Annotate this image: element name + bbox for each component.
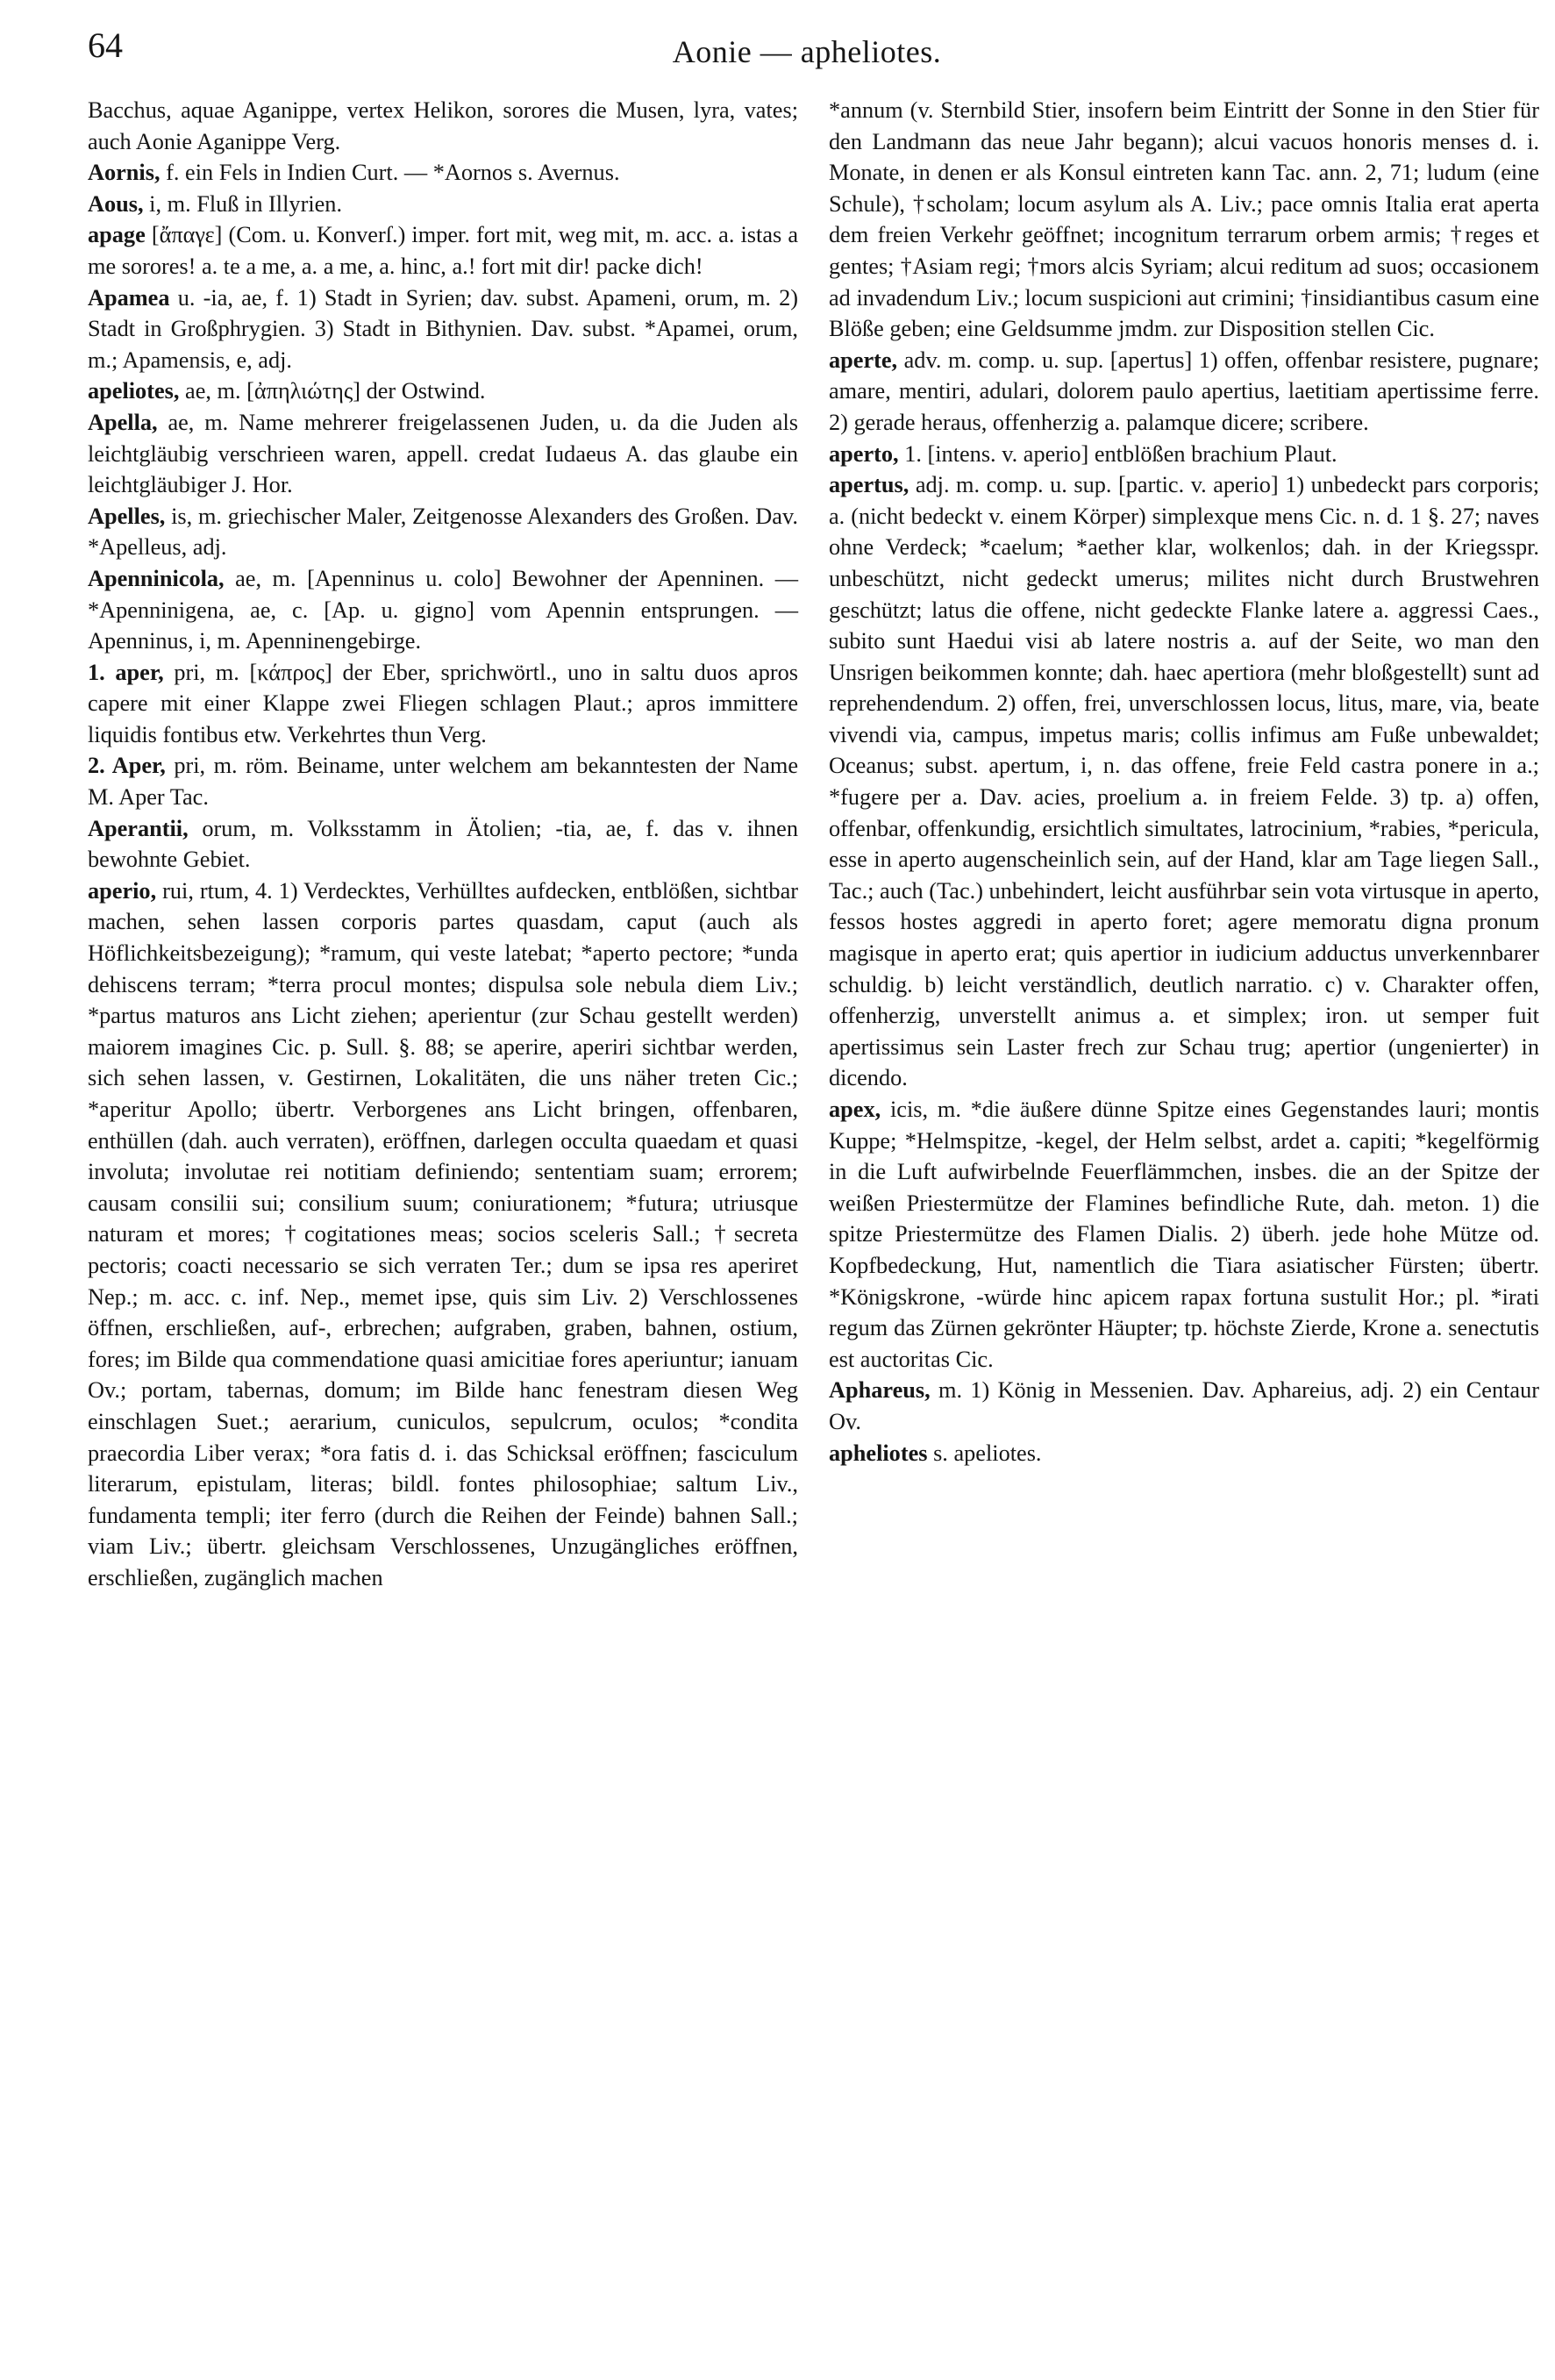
entry-apenninicola: Apenninicola, ae, m. [Apenninus u. colo] Bewohner der Apenninen. — *Apenninigena, ae, c. [Ap. u. gigno] vom Apennin entsprungen. — Apenninus, i, m. Apenninengebirge. [88,565,799,654]
entry-aperte: aperte, adv. m. comp. u. sup. [apertus] 1) offen, offenbar resistere, pugnare; amare, mentiri, adulari, dolorem paulo apertius, laetitiam apertissime ferre. 2) gerade heraus, offenherzig a. palamque dicere; scribere. [829,347,1539,435]
entry-bacchus: Bacchus, aquae Aganippe, vertex Helikon, sorores die Musen, lyra, vates; auch Aonie Aganippe Verg. [88,97,798,154]
entry-aornis: Aornis, f. ein Fels in Indien Curt. — *Aornos s. Avernus. [88,160,620,186]
entry-apage: apage [ἄπαγε] (Com. u. Konverſ.) imper. fort mit, weg mit, m. acc. a. istas a me sorores! a. te a me, a. a me, a. hinc, a.! fort mit dir! packe dich! [88,222,798,279]
entry-apheliotes: apheliotes s. apeliotes. [829,1440,1042,1466]
entry-aperantii: Aperantii, orum, m. Volksstamm in Ätolien; -tia, ae, f. das v. ihnen bewohnte Gebiet. [88,815,798,873]
entry-apex: apex, icis, m. *die äußere dünne Spitze eines Gegenstandes lauri; montis Kuppe; *Helmspitze, -kegel, der Helm selbst, ardet a. capiti; *kegelförmig in die Luft aufwirbelnde Feuerflämmchen, insbes. die an der Spitze der weißen Priestermütze der Flamines befindliche Rute, dah. meton. 1) die spitze Priestermütze des Flamen Dialis. 2) überh. jede hohe Mütze od. Kopfbedeckung, Hut, namentlich die Tiara asiatischer Fürsten; übertr. *Königskrone, -würde hinc apicem rapax fortuna sustulit Hor.; pl. *irati regum das Zürnen gekrönter Häupter; tp. höchste Zierde, Krone a. senectutis est auctoritas Cic. [829,1097,1539,1372]
page-number: 64 [88,25,123,65]
entry-apella: Apella, ae, m. Name mehrerer freigelassenen Juden, u. da die Juden als leichtgläubig verschrieen waren, appell. credat Iudaeus A. das glaube ein leichtgläubiger J. Hor. [88,409,798,498]
entry-apertus: apertus, adj. m. comp. u. sup. [partic. v. aperio] 1) unbedeckt pars corporis; a. (nicht bedeckt v. einem Körper) simplexque mens Cic. n. d. 1 §. 27; naves ohne Verdeck; *caelum; *aether klar, wolkenlos; dah. in der Kriegsspr. unbeschützt, nicht gedeckt umerus; milites nicht durch Brustwehren geschützt; latus die offene, nicht gedeckte Flanke latere a. aggressi Caes., subito sunt Haedui visi ab latere nostris a. auf der Seite, wo man den Unsrigen beikommen konnte; dah. haec apertiora (mehr bloßgestellt) sunt ad reprehendendum. 2) offen, frei, unverschlossen locus, litus, mare, via, beate vivendi via, campus, impetus maris; collis infimus am Fuße unbewaldet; Oceanus; subst. apertum, i, n. das offene, freie Feld castra ponere in a.; *fugere per a. Dav. acies, proelium a. in freiem Felde. 3) tp. a) offen, offenbar, offenkundig, ersichtlich simultates, latrocinium, *rabies, *pericula, esse in aperto augenscheinlich sein, auf der Hand, klar am Tage liegen Sall., Tac.; auch (Tac.) unbehindert, leicht ausführbar sein vota virtusque in aperto, fessos hostes aggredi in aperto foret; agere memoratu digna pronum magisque in aperto erat; quis apertior in iudicium adductus unverkennbarer schuldig. b) leicht verständlich, deutlich narratio. c) v. Charakter offen, offenherzig, unverstellt animus a. et simplex; iron. ut semper fuit apertissimus sein Laster frech zur Schau trug; apertior (ungenierter) in dicendo. [829,472,1540,1091]
page-header [88,25,1526,77]
entry-aper-2: 2. Aper, pri, m. röm. Beiname, unter welchem am bekanntesten der Name M. Aper Tac. [88,753,799,811]
entry-apamea: Apamea u. -ia, ae, f. 1) Stadt in Syrien; dav. subst. Apameni, orum, m. 2) Stadt in Großphrygien. 3) Stadt in Bithynien. Dav. subst. *Apamei, orum, m.; Apamensis, e, adj. [88,284,798,373]
entry-aperto: aperto, 1. [intens. v. aperio] entblößen brachium Plaut. [829,440,1337,467]
entry-aper-1: 1. aper, pri, m. [κάπρος] der Eber, sprichwörtl., uno in saltu duos apros capere mit einer Klappe zwei Fliegen schlagen Plaut.; apros immittere liquidis fontibus etw. Verkehrtes thun Verg. [88,659,798,747]
entry-aphareus: Aphareus, m. 1) König in Messenien. Dav. Aphareius, adj. 2) ein Centaur Ov. [829,1377,1539,1434]
right-column [829,95,1539,1469]
entry-apelles: Apelles, is, m. griechischer Maler, Zeitgenosse Alexanders des Großen. Dav. *Apelleus, adj. [88,503,798,561]
left-column [88,95,798,1594]
entry-aperio-continued: *annum (v. Sternbild Stier, insofern beim Eintritt der Sonne in den Stier für den Landmann das neue Jahr begann); alcui vacuos honoris menses d. i. Monate, in denen er als Konsul eintreten kann Tac. ann. 2, 71; ludum (eine Schule), †scholam; locum asylum als A. Liv.; pace omnis Italia erat aperta dem freien Verkehr geöffnet; incognitum terrarum orbem armis; †reges et gentes; †Asiam regi; †mors alcis Syriam; alcui reditum ad suos; occasionem ad invadendum Liv.; locum suspicioni aut crimini; †insidiantibus casum eine Blöße geben; eine Geldsumme jmdm. zur Disposition stellen Cic. [829,97,1539,342]
entry-aperio: aperio, rui, rtum, 4. 1) Verdecktes, Verhülltes aufdecken, entblößen, sichtbar machen, sehen lassen corporis partes quasdam, caput (auch als Höflichkeitsbezeigung); *ramum, qui veste latebat; *aperto pectore; *unda dehiscens terram; *terra procul montes; dispulsa sole nebula diem Liv.; *partus maturos ans Licht ziehen; aperientur (zur Schau gestellt werden) maiorem imagines Cic. p. Sull. §. 88; se aperire, aperiri sichtbar werden, sich sehen lassen, v. Gestirnen, Lokalitäten, die uns näher treten Cic.; *aperitur Apollo; übertr. Verborgenes ans Licht bringen, offenbaren, enthüllen (dah. auch verraten), eröffnen, darlegen occulta quaedam et quasi involuta; involutae rei notitiam definiendo; sententiam suam; errorem; causam consilii sui; consilium suum; coniurationem; *futura; utriusque naturam et mores; †cogitationes meas; socios sceleris Sall.; †secreta pectoris; coacti necessario se sich verraten Ter.; dum se ipsa res aperiret Nep.; m. acc. c. inf. Nep., memet ipse, quis sim Liv. 2) Verschlossenes öffnen, erschließen, auf-, erbrechen; aufgraben, graben, bahnen, ostium, fores; im Bilde qua commendatione quasi amicitiae fores aperiuntur; ianuam Ov.; portam, tabernas, domum; im Bilde hanc fenestram diesen Weg einschlagen Suet.; aerarium, cuniculos, sepulcrum, oculos; *condita praecordia Liber verax; *ora fatis d. i. das Schicksal eröffnen; fasciculum literarum, epistulam, literas; bildl. fontes philosophiae; saltum Liv., fundamenta templi; iter ferro (durch die Reihen der Feinde) bahnen Sall.; viam Liv.; übertr. gleichsam Verschlossenes, Unzugängliches eröffnen, erschließen, zugänglich machen [88,877,799,1590]
entry-aous: Aous, i, m. Fluß in Illyrien. [88,190,343,217]
entry-apeliotes: apeliotes, ae, m. [ἀπηλιώτης] der Ostwind. [88,378,486,404]
running-head: Aonie — apheliotes. [672,34,942,69]
